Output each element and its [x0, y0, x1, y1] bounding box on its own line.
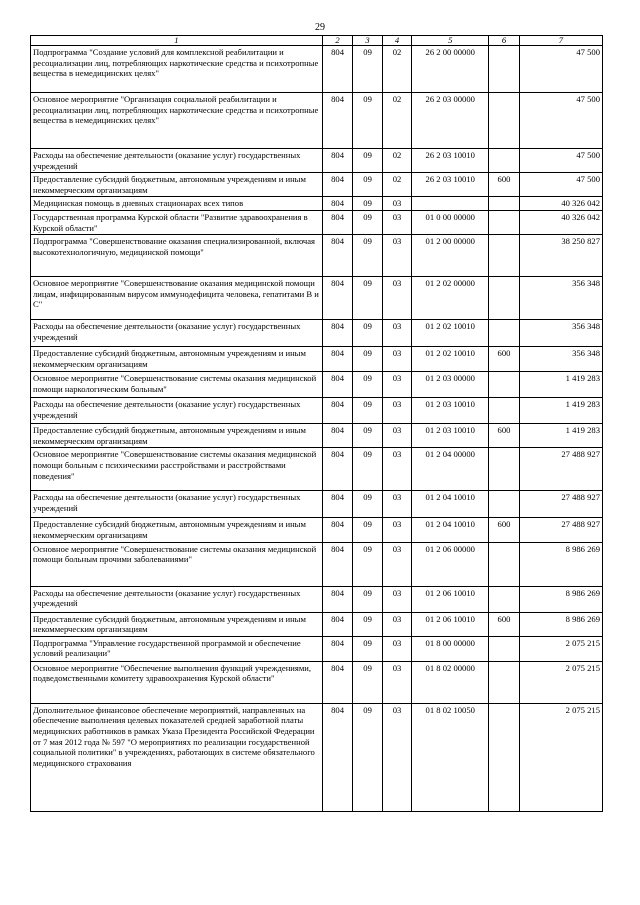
row-name-cell: Основное мероприятие "Обеспечение выполнения функций учреждениями, подведомственными комитету здравоохранения Курской области": [31, 661, 323, 703]
target-article-cell: 01 2 04 10010: [412, 491, 489, 518]
target-article-cell: 01 2 06 10010: [412, 586, 489, 612]
subsection-code-cell: 03: [382, 586, 411, 612]
row-name-cell: Расходы на обеспечение деятельности (оказание услуг) государственных учреждений: [31, 149, 323, 173]
budget-table: [30, 35, 603, 812]
section-code-cell: 09: [353, 586, 382, 612]
ministry-code-cell: 804: [322, 518, 353, 542]
expense-type-cell: [489, 542, 520, 586]
expense-type-cell: [489, 235, 520, 277]
amount-cell: 47 500: [519, 46, 602, 93]
target-article-cell: [412, 197, 489, 211]
expense-type-cell: [489, 491, 520, 518]
table-row: [31, 46, 603, 93]
section-code-cell: 09: [353, 197, 382, 211]
row-name-cell: Подпрограмма "Совершенствование оказания специализированной, включая высокотехнологичную, медицинской помощи": [31, 235, 323, 277]
table-row: [31, 347, 603, 372]
ministry-code-cell: 804: [322, 173, 353, 197]
section-code-cell: 09: [353, 612, 382, 636]
table-row: [31, 542, 603, 586]
amount-cell: 27 488 927: [519, 491, 602, 518]
expense-type-cell: [489, 210, 520, 234]
section-code-cell: 09: [353, 491, 382, 518]
target-article-cell: 26 2 03 10010: [412, 173, 489, 197]
subsection-code-cell: 03: [382, 636, 411, 661]
table-row: [31, 398, 603, 424]
row-name-cell: Основное мероприятие "Совершенствование системы оказания медицинской помощи больным прочими заболеваниями": [31, 542, 323, 586]
table-row: [31, 173, 603, 197]
table-row: [31, 424, 603, 448]
section-code-cell: 09: [353, 210, 382, 234]
ministry-code-cell: 804: [322, 197, 353, 211]
ministry-code-cell: 804: [322, 661, 353, 703]
table-row: [31, 210, 603, 234]
target-article-cell: 01 8 02 10050: [412, 703, 489, 811]
amount-cell: 8 986 269: [519, 586, 602, 612]
subsection-code-cell: 03: [382, 347, 411, 372]
subsection-code-cell: 03: [382, 372, 411, 398]
section-code-cell: 09: [353, 173, 382, 197]
table-body: [31, 46, 603, 812]
ministry-code-cell: 804: [322, 612, 353, 636]
section-code-cell: 09: [353, 347, 382, 372]
subsection-code-cell: 03: [382, 518, 411, 542]
section-code-cell: 09: [353, 277, 382, 320]
table-row: [31, 277, 603, 320]
expense-type-cell: [489, 636, 520, 661]
target-article-cell: 01 2 00 00000: [412, 235, 489, 277]
row-name-cell: Расходы на обеспечение деятельности (оказание услуг) государственных учреждений: [31, 586, 323, 612]
subsection-code-cell: 02: [382, 173, 411, 197]
amount-cell: 47 500: [519, 93, 602, 149]
table-row: [31, 149, 603, 173]
subsection-code-cell: 03: [382, 277, 411, 320]
table-row: [31, 612, 603, 636]
expense-type-cell: [489, 586, 520, 612]
column-header-3: 3: [353, 36, 382, 46]
ministry-code-cell: 804: [322, 277, 353, 320]
amount-cell: 356 348: [519, 320, 602, 347]
expense-type-cell: [489, 320, 520, 347]
target-article-cell: 01 2 02 00000: [412, 277, 489, 320]
ministry-code-cell: 804: [322, 586, 353, 612]
column-header-2: 2: [322, 36, 353, 46]
ministry-code-cell: 804: [322, 448, 353, 491]
section-code-cell: 09: [353, 320, 382, 347]
target-article-cell: 01 2 02 10010: [412, 320, 489, 347]
ministry-code-cell: 804: [322, 235, 353, 277]
amount-cell: 1 419 283: [519, 424, 602, 448]
row-name-cell: Основное мероприятие "Совершенствование оказания медицинской помощи лицам, инфицированным вирусом иммунодефицита человека, гепатитами B и C": [31, 277, 323, 320]
subsection-code-cell: 03: [382, 320, 411, 347]
subsection-code-cell: 03: [382, 398, 411, 424]
expense-type-cell: [489, 372, 520, 398]
section-code-cell: 09: [353, 703, 382, 811]
section-code-cell: 09: [353, 661, 382, 703]
section-code-cell: 09: [353, 448, 382, 491]
ministry-code-cell: 804: [322, 46, 353, 93]
subsection-code-cell: 03: [382, 197, 411, 211]
target-article-cell: 26 2 03 10010: [412, 149, 489, 173]
row-name-cell: Подпрограмма "Создание условий для комплексной реабилитации и ресоциализации лиц, потребляющих наркотические средства и психотропные вещества в немедицинских целях": [31, 46, 323, 93]
subsection-code-cell: 02: [382, 149, 411, 173]
amount-cell: 2 075 215: [519, 636, 602, 661]
expense-type-cell: [489, 661, 520, 703]
table-row: [31, 586, 603, 612]
amount-cell: 1 419 283: [519, 372, 602, 398]
section-code-cell: 09: [353, 636, 382, 661]
section-code-cell: 09: [353, 398, 382, 424]
amount-cell: 2 075 215: [519, 703, 602, 811]
section-code-cell: 09: [353, 518, 382, 542]
ministry-code-cell: 804: [322, 398, 353, 424]
subsection-code-cell: 03: [382, 235, 411, 277]
table-row: [31, 197, 603, 211]
row-name-cell: Предоставление субсидий бюджетным, автономным учреждениям и иным некоммерческим организациям: [31, 347, 323, 372]
ministry-code-cell: 804: [322, 424, 353, 448]
row-name-cell: Подпрограмма "Управление государственной программой и обеспечение условий реализации": [31, 636, 323, 661]
target-article-cell: 01 8 02 00000: [412, 661, 489, 703]
row-name-cell: Расходы на обеспечение деятельности (оказание услуг) государственных учреждений: [31, 320, 323, 347]
table-row: [31, 235, 603, 277]
amount-cell: 356 348: [519, 347, 602, 372]
subsection-code-cell: 03: [382, 661, 411, 703]
section-code-cell: 09: [353, 235, 382, 277]
target-article-cell: 01 2 04 00000: [412, 448, 489, 491]
amount-cell: 8 986 269: [519, 542, 602, 586]
expense-type-cell: [489, 149, 520, 173]
amount-cell: 27 488 927: [519, 448, 602, 491]
subsection-code-cell: 03: [382, 703, 411, 811]
target-article-cell: 26 2 00 00000: [412, 46, 489, 93]
amount-cell: 1 419 283: [519, 398, 602, 424]
table-row: [31, 372, 603, 398]
target-article-cell: 01 2 04 10010: [412, 518, 489, 542]
amount-cell: 356 348: [519, 277, 602, 320]
target-article-cell: 01 2 06 10010: [412, 612, 489, 636]
target-article-cell: 01 2 03 10010: [412, 398, 489, 424]
column-number-row: [31, 36, 603, 46]
expense-type-cell: [489, 93, 520, 149]
row-name-cell: Предоставление субсидий бюджетным, автономным учреждениям и иным некоммерческим организациям: [31, 424, 323, 448]
target-article-cell: 01 2 03 10010: [412, 424, 489, 448]
subsection-code-cell: 03: [382, 612, 411, 636]
expense-type-cell: [489, 46, 520, 93]
ministry-code-cell: 804: [322, 491, 353, 518]
table-row: [31, 491, 603, 518]
row-name-cell: Основное мероприятие "Совершенствование системы оказания медицинской помощи наркологическим больным": [31, 372, 323, 398]
ministry-code-cell: 804: [322, 372, 353, 398]
ministry-code-cell: 804: [322, 703, 353, 811]
target-article-cell: 01 2 02 10010: [412, 347, 489, 372]
row-name-cell: Государственная программа Курской области "Развитие здравоохранения в Курской области": [31, 210, 323, 234]
column-header-5: 5: [412, 36, 489, 46]
expense-type-cell: 600: [489, 424, 520, 448]
row-name-cell: Расходы на обеспечение деятельности (оказание услуг) государственных учреждений: [31, 398, 323, 424]
table-row: [31, 320, 603, 347]
ministry-code-cell: 804: [322, 210, 353, 234]
row-name-cell: Медицинская помощь в дневных стационарах всех типов: [31, 197, 323, 211]
amount-cell: 38 250 827: [519, 235, 602, 277]
ministry-code-cell: 804: [322, 320, 353, 347]
subsection-code-cell: 03: [382, 542, 411, 586]
table-row: [31, 636, 603, 661]
table-row: [31, 448, 603, 491]
table-row: [31, 703, 603, 811]
page-number: 29: [315, 22, 325, 33]
row-name-cell: Предоставление субсидий бюджетным, автономным учреждениям и иным некоммерческим организациям: [31, 612, 323, 636]
expense-type-cell: 600: [489, 347, 520, 372]
expense-type-cell: 600: [489, 612, 520, 636]
target-article-cell: 01 2 06 00000: [412, 542, 489, 586]
ministry-code-cell: 804: [322, 542, 353, 586]
column-header-1: 1: [31, 36, 323, 46]
expense-type-cell: [489, 277, 520, 320]
subsection-code-cell: 03: [382, 210, 411, 234]
subsection-code-cell: 02: [382, 93, 411, 149]
ministry-code-cell: 804: [322, 347, 353, 372]
amount-cell: 40 326 042: [519, 210, 602, 234]
subsection-code-cell: 03: [382, 491, 411, 518]
row-name-cell: Предоставление субсидий бюджетным, автономным учреждениям и иным некоммерческим организациям: [31, 173, 323, 197]
column-header-4: 4: [382, 36, 411, 46]
row-name-cell: Расходы на обеспечение деятельности (оказание услуг) государственных учреждений: [31, 491, 323, 518]
ministry-code-cell: 804: [322, 636, 353, 661]
ministry-code-cell: 804: [322, 149, 353, 173]
expense-type-cell: [489, 703, 520, 811]
section-code-cell: 09: [353, 372, 382, 398]
column-header-6: 6: [489, 36, 520, 46]
target-article-cell: 01 2 03 00000: [412, 372, 489, 398]
row-name-cell: Основное мероприятие "Совершенствование системы оказания медицинской помощи больным с психическими расстройствами и расстройствами поведения": [31, 448, 323, 491]
amount-cell: 40 326 042: [519, 197, 602, 211]
target-article-cell: 01 0 00 00000: [412, 210, 489, 234]
section-code-cell: 09: [353, 149, 382, 173]
amount-cell: 47 500: [519, 149, 602, 173]
expense-type-cell: [489, 197, 520, 211]
table-row: [31, 93, 603, 149]
subsection-code-cell: 03: [382, 448, 411, 491]
amount-cell: 27 488 927: [519, 518, 602, 542]
target-article-cell: 01 8 00 00000: [412, 636, 489, 661]
row-name-cell: Предоставление субсидий бюджетным, автономным учреждениям и иным некоммерческим организациям: [31, 518, 323, 542]
section-code-cell: 09: [353, 542, 382, 586]
subsection-code-cell: 02: [382, 46, 411, 93]
amount-cell: 47 500: [519, 173, 602, 197]
subsection-code-cell: 03: [382, 424, 411, 448]
table-row: [31, 661, 603, 703]
section-code-cell: 09: [353, 424, 382, 448]
amount-cell: 2 075 215: [519, 661, 602, 703]
table-row: [31, 518, 603, 542]
row-name-cell: Основное мероприятие "Организация социальной реабилитации и ресоциализации лиц, потребляющих наркотические средства и психотропные вещества в немедицинских целях": [31, 93, 323, 149]
expense-type-cell: 600: [489, 518, 520, 542]
table-header: [31, 36, 603, 46]
section-code-cell: 09: [353, 46, 382, 93]
column-header-7: 7: [519, 36, 602, 46]
expense-type-cell: [489, 398, 520, 424]
target-article-cell: 26 2 03 00000: [412, 93, 489, 149]
expense-type-cell: [489, 448, 520, 491]
expense-type-cell: 600: [489, 173, 520, 197]
section-code-cell: 09: [353, 93, 382, 149]
amount-cell: 8 986 269: [519, 612, 602, 636]
ministry-code-cell: 804: [322, 93, 353, 149]
row-name-cell: Дополнительное финансовое обеспечение мероприятий, направленных на обеспечение выполнения целевых показателей средней заработной платы медицинских работников в рамках Указа Президента Российской Федерации от 7 мая 2012 года № 597 "О мероприятиях по реализации государственной социальной политики" в учреждениях, работающих в системе обязательного медицинского страхования: [31, 703, 323, 811]
